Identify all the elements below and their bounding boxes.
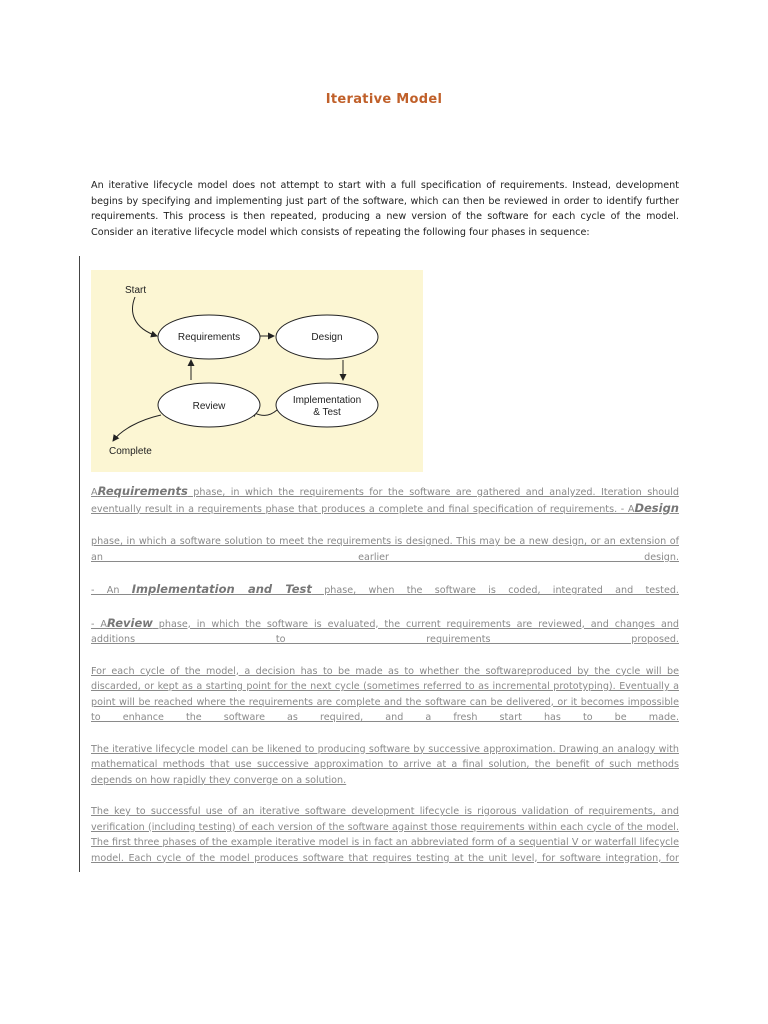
design-term: Design [634, 500, 679, 515]
review-prefix: - A [91, 618, 107, 630]
requirements-text: phase, in which the requirements for the software are gathered and analyzed. Iteration should eventually result in a requirements phase that produces a complete and final specification of requirements. - A [91, 487, 679, 515]
cycle-decision-paragraph: For each cycle of the model, a decision has to be made as to whether the softwareproduced by the cycle will be discarded, or kept as a starting point for the next cycle (sometimes referred to as incremental prototyping). Eventually a point will be reached where the requirements are complete and the software can be delivered, or it becomes impossible to enhance the software as required, and a fresh start has to be made. [91, 665, 679, 723]
review-text: phase, in which the software is evaluated, the current requirements are reviewed, and changes and additions to requirements proposed. [91, 618, 679, 645]
page-title: Iterative Model [325, 92, 443, 107]
phase-descriptions [91, 484, 679, 866]
design-label: Design [311, 332, 343, 343]
iterative-model-diagram [91, 270, 423, 472]
approximation-paragraph: The iterative lifecycle model can be likened to producing software by successive approximation. Drawing an analogy with mathematical methods that use successive approximation to arrive at a final solution, the benefit of such methods depends on how rapidly they converge on a solution. [91, 743, 679, 786]
requirements-term: Requirements [97, 484, 188, 498]
test-label: & Test [313, 407, 341, 418]
review-phase-paragraph [91, 616, 679, 648]
requirements-prefix: A [91, 487, 98, 498]
implementation-text: phase, when the software is coded, integrated and tested. [311, 585, 679, 596]
design-phase-paragraph: phase, in which a software solution to meet the requirements is designed. This may be a new design, or an extension of an earlier design. [91, 536, 679, 563]
complete-label: Complete [109, 446, 152, 457]
complete-arrow [113, 415, 161, 441]
implementation-label: Implementation [292, 395, 362, 406]
left-margin-rule [79, 256, 80, 872]
implementation-term: Implementation and Test [131, 582, 312, 596]
diagram-svg [91, 270, 423, 472]
implementation-prefix: - An [91, 585, 132, 596]
implementation-phase-paragraph [91, 582, 679, 599]
start-label: Start [125, 285, 147, 296]
start-arrow [133, 297, 157, 336]
requirements-label: Requirements [177, 332, 241, 343]
requirements-phase-paragraph [91, 484, 679, 517]
validation-paragraph: The key to successful use of an iterative software development lifecycle is rigorous validation of requirements, and verification (including testing) of each version of the software against those requirements within each cycle of the model. The first three phases of the example iterative model is in fact an abbreviated form of a sequential V or waterfall lifecycle model. Each cycle of the model produces software that requires testing at the unit level, for software integration, for [91, 806, 679, 864]
review-label: Review [192, 401, 226, 412]
intro-paragraph: An iterative lifecycle model does not attempt to start with a full specification of requirements. Instead, development begins by specifying and implementing just part of the software, which can then be reviewed in order to identify further requirements. This process is then repeated, producing a new version of the software for each cycle of the model. Consider an iterative lifecycle model which consists of repeating the following four phases in sequence: [91, 180, 679, 238]
review-term: Review [106, 615, 153, 630]
